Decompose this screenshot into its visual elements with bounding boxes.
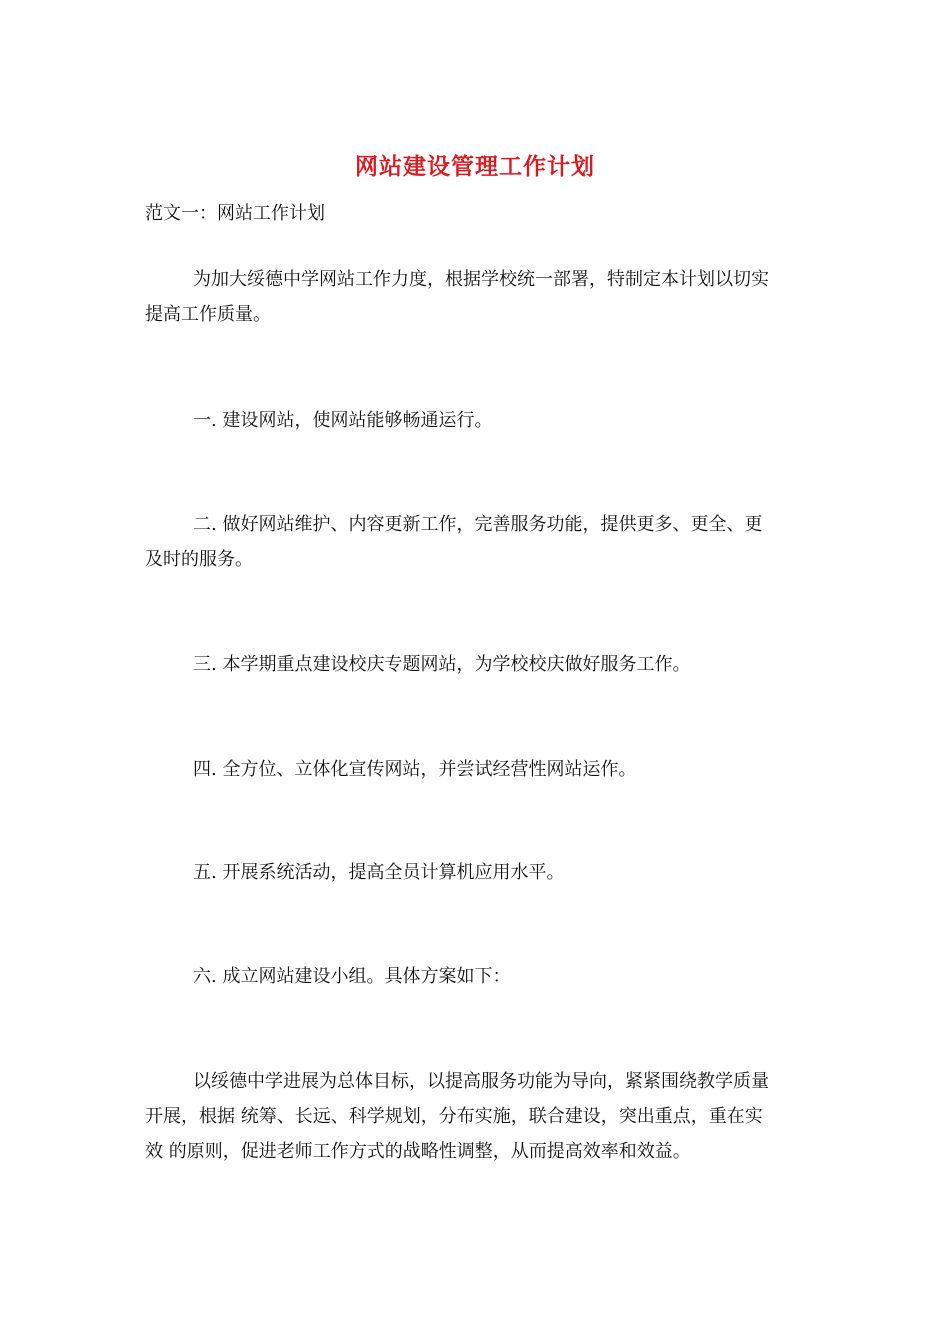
paragraph-line: 二. 做好网站维护、内容更新工作，完善服务功能，提供更多、更全、更 — [193, 514, 763, 535]
paragraph-line: 六. 成立网站建设小组。具体方案如下： — [193, 966, 511, 987]
paragraph-line: 及时的服务。 — [145, 549, 253, 570]
paragraph-item-5 — [145, 855, 807, 890]
paragraph-plan — [145, 1064, 807, 1169]
document-title: 网站建设管理工作计划 — [355, 153, 595, 180]
paragraph-line: 提高工作质量。 — [145, 304, 271, 325]
paragraph-line: 三. 本学期重点建设校庆专题网站，为学校校庆做好服务工作。 — [193, 654, 691, 675]
paragraph-line: 以绥德中学进展为总体目标，以提高服务功能为导向，紧紧围绕教学质量 — [193, 1071, 769, 1092]
paragraph-item-2 — [145, 507, 807, 577]
paragraph-item-6 — [145, 959, 807, 994]
document-subtitle — [145, 196, 807, 231]
paragraph-item-4 — [145, 752, 807, 787]
paragraph-line: 五. 开展系统活动，提高全员计算机应用水平。 — [193, 862, 565, 883]
paragraph-line: 为加大绥德中学网站工作力度，根据学校统一部署，特制定本计划以切实 — [193, 269, 769, 290]
paragraph-line: 开展，根据 统筹、长远、科学规划，分布实施，联合建设，突出重点，重在实 — [145, 1106, 763, 1127]
paragraph-line: 一. 建设网站，使网站能够畅通运行。 — [193, 410, 493, 431]
paragraph-item-3 — [145, 647, 807, 682]
paragraph-line: 效 的原则，促进老师工作方式的战略性调整，从而提高效率和效益。 — [145, 1141, 691, 1162]
paragraph-intro — [145, 262, 807, 332]
paragraph-line: 四. 全方位、立体化宣传网站，并尝试经营性网站运作。 — [193, 759, 637, 780]
subtitle-line: 范文一：网站工作计划 — [145, 203, 325, 224]
paragraph-item-1 — [145, 403, 807, 438]
